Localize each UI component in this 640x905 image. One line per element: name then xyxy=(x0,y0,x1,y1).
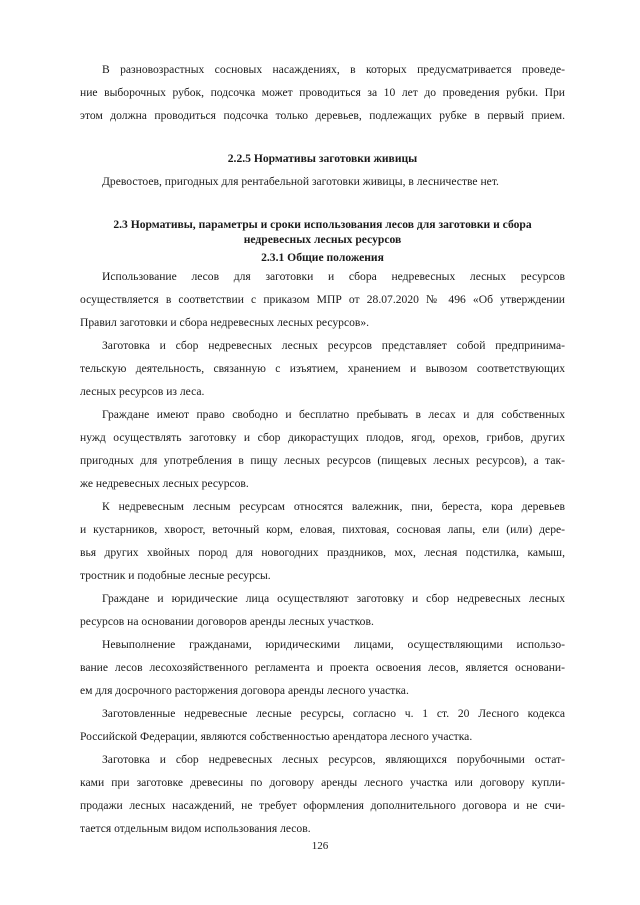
paragraph xyxy=(80,587,565,633)
text-line: этом должна проводиться подсочка только деревьев, подлежащих рубке в первый прием. xyxy=(80,109,565,122)
text-line: тельскую деятельность, связанную с изъятием, хранением и вывозом соответствующих xyxy=(80,362,565,375)
text-line: ками при заготовке древесины по договору аренды лесного участка или договору купли- xyxy=(80,776,565,789)
text-line: Российской Федерации, являются собственностью арендатора лесного участка. xyxy=(80,730,473,743)
text-line: Граждане и юридические лица осуществляют заготовку и сбор недревесных лесных xyxy=(102,592,565,605)
text-line: Невыполнение гражданами, юридическими лицами, осуществляющими использо- xyxy=(102,638,565,651)
text-line: продажи лесных насаждений, не требует оформления дополнительного договора и не счи- xyxy=(80,799,565,812)
paragraph xyxy=(80,265,565,334)
paragraph xyxy=(80,748,565,840)
text-line: Заготовка и сбор недревесных лесных ресурсов представляет собой предпринима- xyxy=(102,339,565,352)
heading-line: 2.3 Нормативы, параметры и сроки использования лесов для заготовки и сбора xyxy=(113,218,532,231)
text-line: осуществляется в соответствии с приказом МПР от 28.07.2020 № 496 «Об утверждении xyxy=(80,293,565,306)
heading-line: 2.3.1 Общие положения xyxy=(261,251,384,264)
text-line: Граждане имеют право свободно и бесплатно пребывать в лесах и для собственных xyxy=(102,408,565,421)
text-line: вание лесов лесохозяйственного регламента и проекта освоения лесов, является основани- xyxy=(80,661,565,674)
text-line: К недревесным лесным ресурсам относятся валежник, пни, береста, кора деревьев xyxy=(102,500,565,513)
text-line: ем для досрочного расторжения договора аренды лесного участка. xyxy=(80,684,409,697)
paragraph xyxy=(80,170,565,193)
heading-line: 2.2.5 Нормативы заготовки живицы xyxy=(227,152,418,165)
text-line: Использование лесов для заготовки и сбора недревесных лесных ресурсов xyxy=(102,270,565,283)
heading-line: недревесных лесных ресурсов xyxy=(243,233,402,246)
text-line: пригодных для употребления в пищу лесных ресурсов (пищевых лесных ресурсов), а так- xyxy=(80,454,565,467)
text-line: ние выборочных рубок, подсочка может проводиться за 10 лет до проведения рубки. При xyxy=(80,86,565,99)
paragraph xyxy=(80,633,565,702)
section-heading-2-2-5 xyxy=(80,151,565,166)
text-line: Заготовка и сбор недревесных лесных ресурсов, являющихся порубочными остат- xyxy=(102,753,565,766)
text-line: тростник и подобные лесные ресурсы. xyxy=(80,569,271,582)
text-line: же недревесных лесных ресурсов. xyxy=(80,477,249,490)
paragraph xyxy=(80,58,565,127)
paragraph xyxy=(80,495,565,587)
paragraph xyxy=(80,403,565,495)
text-line: лесных ресурсов из леса. xyxy=(80,385,205,398)
paragraph xyxy=(80,334,565,403)
text-line: Правил заготовки и сбора недревесных лесных ресурсов». xyxy=(80,316,370,329)
paragraph xyxy=(80,702,565,748)
document-page xyxy=(80,58,565,840)
text-line: нужд осуществлять заготовку и сбор дикорастущих плодов, ягод, орехов, грибов, других xyxy=(80,431,565,444)
page-number: 126 xyxy=(311,840,329,852)
text-line: Древостоев, пригодных для рентабельной заготовки живицы, в лесничестве нет. xyxy=(102,175,499,188)
text-line: ресурсов на основании договоров аренды лесных участков. xyxy=(80,615,374,628)
text-line: Заготовленные недревесные лесные ресурсы, согласно ч. 1 ст. 20 Лесного кодекса xyxy=(102,707,565,720)
section-heading-2-3 xyxy=(80,217,565,247)
text-line: тается отдельным видом использования лесов. xyxy=(80,822,311,835)
text-line: и кустарников, хворост, веточный корм, еловая, пихтовая, сосновая лапы, ели (или) дере- xyxy=(80,523,565,536)
text-line: вья других хвойных пород для новогодних праздников, мох, лесная подстилка, камыш, xyxy=(80,546,565,559)
text-line: В разновозрастных сосновых насаждениях, в которых предусматривается проведе- xyxy=(102,63,565,76)
section-heading-2-3-1 xyxy=(80,250,565,265)
